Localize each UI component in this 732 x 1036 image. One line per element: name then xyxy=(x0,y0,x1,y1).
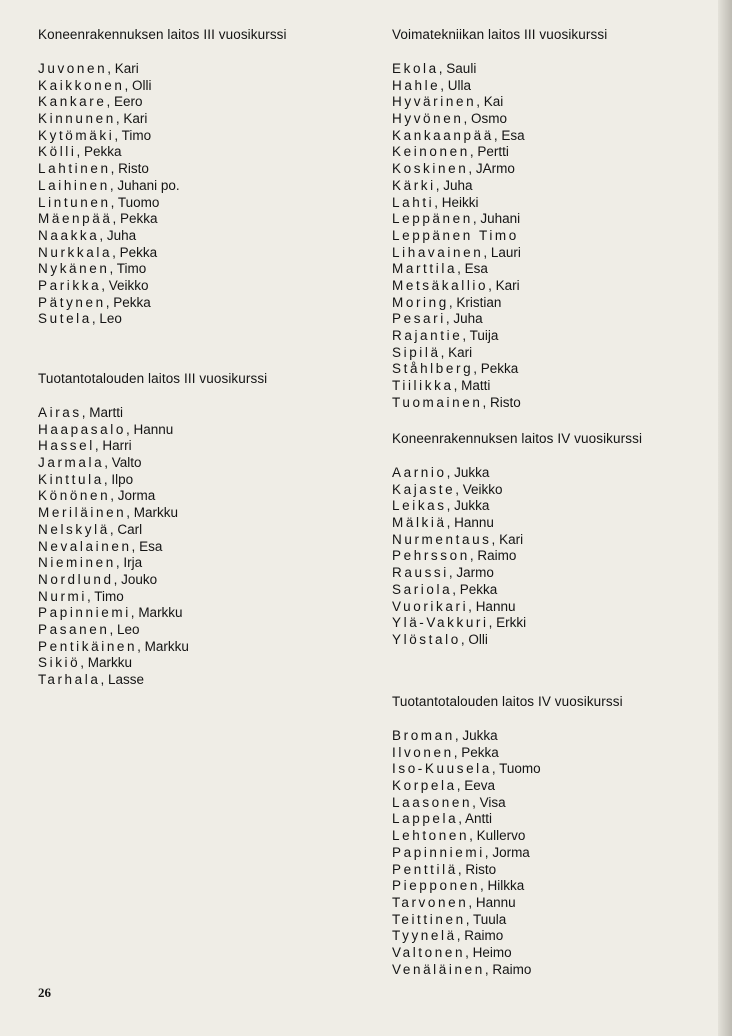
surname: Teittinen xyxy=(392,911,466,927)
surname: Aarnio xyxy=(392,465,447,480)
given-name: Sauli xyxy=(446,61,477,76)
surname: Laihinen xyxy=(38,177,110,193)
surname: Kärki xyxy=(392,177,436,193)
section-tuotantotalous-iv xyxy=(392,694,623,978)
given-name: Jukka xyxy=(454,465,490,480)
given-name: Martti xyxy=(89,405,124,420)
given-name: Irja xyxy=(123,555,143,571)
given-name: Kari xyxy=(114,61,139,76)
given-name: Hannu xyxy=(475,598,516,614)
surname: Kytömäki xyxy=(38,127,115,143)
surname: Nykänen xyxy=(38,261,110,277)
list-item: Kölli, Pekka xyxy=(38,144,122,160)
surname: Kinttula xyxy=(38,471,104,487)
list-item: Kytömäki, Timo xyxy=(38,127,152,143)
surname: Ylöstalo xyxy=(392,631,461,647)
given-name: Jarmo xyxy=(456,565,494,581)
surname: Lintunen xyxy=(38,194,111,210)
surname: Pesari xyxy=(392,311,446,327)
list-item: Mäenpää, Pekka xyxy=(38,211,158,227)
given-name: Heimo xyxy=(472,944,512,960)
list-item: Venäläinen, Raimo xyxy=(392,961,532,977)
given-name: Juha xyxy=(443,177,473,193)
given-name: Antti xyxy=(465,811,493,827)
list-item: Nurkkala, Pekka xyxy=(38,244,158,260)
surname: Lahti xyxy=(392,194,435,210)
list-item: Pätynen, Pekka xyxy=(38,294,151,310)
surname: Nelskylä xyxy=(38,521,110,537)
surname: Vuorikari xyxy=(392,598,469,614)
given-name: Pekka xyxy=(480,361,519,377)
list-item: Pasanen, Leo xyxy=(38,621,140,637)
list-item: Tuomainen, Risto xyxy=(392,394,521,410)
list-item: Kinnunen, Kari xyxy=(38,111,148,127)
surname: Nieminen xyxy=(38,555,116,571)
list-item: Lihavainen, Lauri xyxy=(392,244,521,260)
surname: Sikiö xyxy=(38,655,81,671)
given-name: Jouko xyxy=(121,571,158,587)
given-name: Markku xyxy=(144,638,189,654)
given-name: Kari xyxy=(448,344,473,360)
given-name: Hilkka xyxy=(487,878,525,894)
given-name: Juha xyxy=(453,311,483,327)
surname: Nurmi xyxy=(38,588,87,604)
name-list xyxy=(38,405,267,689)
surname: Korpela xyxy=(392,778,457,794)
surname: Parikka xyxy=(38,277,102,293)
list-item: Metsäkallio, Kari xyxy=(392,277,520,293)
list-item: Lahtinen, Risto xyxy=(38,161,149,177)
given-name: Jorma xyxy=(492,844,530,860)
given-name: Jukka xyxy=(462,728,498,743)
surname: Pentikäinen xyxy=(38,638,138,654)
surname: Keinonen xyxy=(392,144,470,160)
list-item: Nieminen, Irja xyxy=(38,555,143,571)
given-name: Juha xyxy=(106,227,137,243)
given-name: Esa xyxy=(464,261,488,277)
list-item: Lahti, Heikki xyxy=(392,194,479,210)
given-name: Erkki xyxy=(496,615,527,631)
list-item: Hassel, Harri xyxy=(38,438,132,454)
list-item: Koskinen, JArmo xyxy=(392,161,515,177)
surname: Metsäkallio xyxy=(392,277,489,293)
list-item: Meriläinen, Markku xyxy=(38,505,179,521)
section-koneenrakennus-iii xyxy=(38,27,287,328)
surname: Sipilä xyxy=(392,344,441,360)
given-name: Pekka xyxy=(84,144,122,160)
given-name: Juhani po. xyxy=(117,177,180,193)
surname: Hahle xyxy=(392,77,441,93)
given-name: Visa xyxy=(479,794,506,810)
list-item: Jarmala, Valto xyxy=(38,455,142,471)
surname: Mäenpää xyxy=(38,211,113,227)
section-heading: Tuotantotalouden laitos IV vuosikurssi xyxy=(392,694,623,709)
given-name: Olli xyxy=(131,77,152,93)
surname: Sutela xyxy=(38,311,92,327)
surname: Pätynen xyxy=(38,294,106,310)
list-item: Vuorikari, Hannu xyxy=(392,598,516,614)
surname: Ilvonen xyxy=(392,744,454,760)
list-item: Hyvönen, Osmo xyxy=(392,111,508,127)
list-item: Leppänen, Juhani xyxy=(392,211,521,227)
surname: Mälkiä xyxy=(392,515,447,531)
surname: Kinnunen xyxy=(38,111,116,127)
list-item: Nordlund, Jouko xyxy=(38,571,158,587)
given-name: Tuomo xyxy=(499,761,541,777)
given-name: Pekka xyxy=(119,244,158,260)
given-name: Eero xyxy=(114,94,143,110)
surname: Tyynelä xyxy=(392,928,457,944)
surname: Tarhala xyxy=(38,672,101,687)
list-item: Laasonen, Visa xyxy=(392,794,506,810)
list-item: Sikiö, Markku xyxy=(38,655,133,671)
surname: Koskinen xyxy=(392,161,469,177)
given-name: Risto xyxy=(465,861,497,877)
given-name: Osmo xyxy=(471,111,508,127)
name-list xyxy=(392,61,607,411)
given-name: Raimo xyxy=(477,548,517,564)
section-koneenrakennus-iv xyxy=(392,431,642,649)
surname: Airas xyxy=(38,405,82,420)
surname: Leppänen Timo xyxy=(392,227,519,243)
list-item: Kankare, Eero xyxy=(38,94,143,110)
list-item: Hyvärinen, Kai xyxy=(392,94,504,110)
given-name: Lauri xyxy=(490,244,521,260)
given-name: JArmo xyxy=(475,161,515,177)
surname: Hyvönen xyxy=(392,111,464,127)
given-name: Veikko xyxy=(462,481,503,497)
surname: Lehtonen xyxy=(392,828,470,844)
list-item: Tarvonen, Hannu xyxy=(392,894,516,910)
name-list xyxy=(392,465,642,649)
given-name: Kari xyxy=(495,277,520,293)
surname: Kajaste xyxy=(392,481,456,497)
surname: Sariola xyxy=(392,581,453,597)
surname: Nevalainen xyxy=(38,538,132,554)
list-item: Korpela, Eeva xyxy=(392,778,496,794)
list-item: Kajaste, Veikko xyxy=(392,481,503,497)
list-item: Nelskylä, Carl xyxy=(38,521,143,537)
given-name: Timo xyxy=(116,261,147,277)
list-item: Kankaanpää, Esa xyxy=(392,127,525,143)
name-list xyxy=(392,728,623,978)
section-heading: Tuotantotalouden laitos III vuosikurssi xyxy=(38,371,268,386)
list-item: Raussi, Jarmo xyxy=(392,565,494,581)
given-name: Pertti xyxy=(477,144,509,160)
given-name: Carl xyxy=(117,521,143,537)
list-item: Lehtonen, Kullervo xyxy=(392,828,526,844)
list-item: Teittinen, Tuula xyxy=(392,911,507,927)
list-item: Piepponen, Hilkka xyxy=(392,878,525,894)
surname: Juvonen xyxy=(38,61,108,76)
given-name: Heikki xyxy=(441,194,479,210)
given-name: Olli xyxy=(468,631,488,647)
given-name: Kristian xyxy=(456,294,502,310)
surname: Lappela xyxy=(392,811,459,827)
given-name: Kari xyxy=(499,531,524,547)
given-name: Timo xyxy=(94,588,124,604)
given-name: Pekka xyxy=(120,211,158,227)
given-name: Kari xyxy=(123,111,148,127)
list-item: Ylä-Vakkuri, Erkki xyxy=(392,615,527,631)
list-item: Pehrsson, Raimo xyxy=(392,548,517,564)
surname: Hassel xyxy=(38,438,95,454)
surname: Raussi xyxy=(392,565,449,581)
given-name: Raimo xyxy=(492,961,532,977)
given-name: Esa xyxy=(501,127,525,143)
surname: Penttilä xyxy=(392,861,458,877)
list-item: Ståhlberg, Pekka xyxy=(392,361,519,377)
list-item: Lappela, Antti xyxy=(392,811,493,827)
list-item: Nevalainen, Esa xyxy=(38,538,163,554)
list-item xyxy=(392,228,607,245)
given-name: Jukka xyxy=(454,498,490,514)
list-item: Nurmentaus, Kari xyxy=(392,531,524,547)
list-item: Rajantie, Tuija xyxy=(392,328,499,343)
list-item: Pentikäinen, Markku xyxy=(38,638,189,654)
list-item: Penttilä, Risto xyxy=(392,861,497,877)
surname: Rajantie xyxy=(392,328,463,343)
given-name: Ilpo xyxy=(111,471,134,487)
surname: Tuomainen xyxy=(392,394,483,410)
given-name: Hannu xyxy=(133,421,174,437)
given-name: Kullervo xyxy=(476,828,526,844)
list-item: Nurmi, Timo xyxy=(38,588,124,604)
section-heading: Koneenrakennuksen laitos III vuosikurssi xyxy=(38,27,287,42)
list-item: Juvonen, Kari xyxy=(38,61,139,76)
surname: Lihavainen xyxy=(392,244,484,260)
surname: Papinniemi xyxy=(392,844,485,860)
surname: Naakka xyxy=(38,227,100,243)
list-item: Tyynelä, Raimo xyxy=(392,928,504,944)
list-item: Kaikkonen, Olli xyxy=(38,77,152,93)
surname: Nurkkala xyxy=(38,244,113,260)
list-item: Moring, Kristian xyxy=(392,294,502,310)
surname: Leikas xyxy=(392,498,447,514)
list-item: Pesari, Juha xyxy=(392,311,483,327)
given-name: Kai xyxy=(483,94,504,110)
section-heading: Voimatekniikan laitos III vuosikurssi xyxy=(392,27,608,42)
surname: Tarvonen xyxy=(392,894,469,910)
surname: Kankare xyxy=(38,94,107,110)
given-name: Harri xyxy=(102,438,132,454)
given-name: Hannu xyxy=(454,515,494,531)
given-name: Pekka xyxy=(459,581,498,597)
surname: Iso-Kuusela xyxy=(392,761,492,777)
list-item: Papinniemi, Markku xyxy=(38,605,183,621)
list-item: Tarhala, Lasse xyxy=(38,672,145,687)
list-item: Parikka, Veikko xyxy=(38,277,149,293)
given-name: Raimo xyxy=(464,928,504,944)
given-name: Timo xyxy=(121,127,152,143)
list-item: Lintunen, Tuomo xyxy=(38,194,160,210)
list-item: Sutela, Leo xyxy=(38,311,122,327)
surname: Pehrsson xyxy=(392,548,470,564)
list-item: Keinonen, Pertti xyxy=(392,144,509,160)
given-name: Valto xyxy=(111,455,142,471)
surname: Moring xyxy=(392,294,449,310)
surname: Hyvärinen xyxy=(392,94,477,110)
list-item: Aarnio, Jukka xyxy=(392,465,490,480)
given-name: Markku xyxy=(138,605,183,621)
given-name: Tuomo xyxy=(117,194,160,210)
surname: Nurmentaus xyxy=(392,531,492,547)
name-list xyxy=(38,61,287,328)
list-item: Könönen, Jorma xyxy=(38,488,156,504)
surname: Könönen xyxy=(38,488,111,504)
given-name: Ulla xyxy=(447,77,472,93)
list-item: Sipilä, Kari xyxy=(392,344,473,360)
list-item: Nykänen, Timo xyxy=(38,261,147,277)
page-edge-shadow xyxy=(718,0,732,1036)
list-item: Valtonen, Heimo xyxy=(392,944,512,960)
surname: Valtonen xyxy=(392,944,466,960)
given-name: Esa xyxy=(139,538,163,554)
list-item: Ilvonen, Pekka xyxy=(392,744,499,760)
surname: Venäläinen xyxy=(392,961,485,977)
given-name: Jorma xyxy=(117,488,156,504)
surname: Ståhlberg xyxy=(392,361,474,377)
surname: Marttila xyxy=(392,261,458,277)
surname: Jarmala xyxy=(38,455,105,471)
surname: Piepponen xyxy=(392,878,480,894)
given-name: Markku xyxy=(87,655,133,671)
list-item: Iso-Kuusela, Tuomo xyxy=(392,761,541,777)
surname: Kankaanpää xyxy=(392,127,494,143)
given-name: Leo xyxy=(99,311,122,327)
surname: Kölli xyxy=(38,144,77,160)
surname: Nordlund xyxy=(38,571,114,587)
list-item: Ylöstalo, Olli xyxy=(392,631,488,647)
surname: Ekola xyxy=(392,61,439,76)
list-item: Haapasalo, Hannu xyxy=(38,421,174,437)
given-name: Lasse xyxy=(108,672,145,687)
list-item: Ekola, Sauli xyxy=(392,61,477,76)
given-name: Tuula xyxy=(472,911,507,927)
list-item: Kärki, Juha xyxy=(392,177,473,193)
list-item: Marttila, Esa xyxy=(392,261,488,277)
list-item: Laihinen, Juhani po. xyxy=(38,177,180,193)
given-name: Leo xyxy=(117,621,140,637)
given-name: Markku xyxy=(133,505,179,521)
given-name: Veikko xyxy=(108,277,149,293)
surname: Tiilikka xyxy=(392,378,454,394)
given-name: Pekka xyxy=(113,294,151,310)
surname: Meriläinen xyxy=(38,505,127,521)
list-item: Airas, Martti xyxy=(38,405,124,420)
surname: Papinniemi xyxy=(38,605,131,621)
surname: Broman xyxy=(392,728,455,743)
given-name: Eeva xyxy=(464,778,496,794)
given-name: Matti xyxy=(461,378,491,394)
given-name: Juhani xyxy=(480,211,521,227)
list-item: Tiilikka, Matti xyxy=(392,378,491,394)
surname: Lahtinen xyxy=(38,161,111,177)
section-tuotantotalous-iii xyxy=(38,371,267,689)
given-name: Tuija xyxy=(469,328,499,343)
list-item: Papinniemi, Jorma xyxy=(392,844,530,860)
given-name: Risto xyxy=(118,161,149,177)
list-item: Sariola, Pekka xyxy=(392,581,498,597)
surname: Haapasalo xyxy=(38,421,126,437)
surname: Pasanen xyxy=(38,621,110,637)
list-item: Leikas, Jukka xyxy=(392,498,490,514)
surname: Kaikkonen xyxy=(38,77,125,93)
given-name: Pekka xyxy=(461,744,499,760)
list-item: Kinttula, Ilpo xyxy=(38,471,134,487)
section-heading: Koneenrakennuksen laitos IV vuosikurssi xyxy=(392,431,643,446)
given-name: Risto xyxy=(489,394,521,410)
list-item: Naakka, Juha xyxy=(38,227,137,243)
surname: Ylä-Vakkuri xyxy=(392,615,489,631)
list-item: Hahle, Ulla xyxy=(392,77,472,93)
page-number: 26 xyxy=(38,985,51,1000)
surname: Laasonen xyxy=(392,794,473,810)
section-voimatekniikka-iii xyxy=(392,27,607,411)
given-name: Hannu xyxy=(475,894,516,910)
surname: Leppänen xyxy=(392,211,473,227)
list-item: Mälkiä, Hannu xyxy=(392,515,494,531)
list-item: Broman, Jukka xyxy=(392,728,498,743)
